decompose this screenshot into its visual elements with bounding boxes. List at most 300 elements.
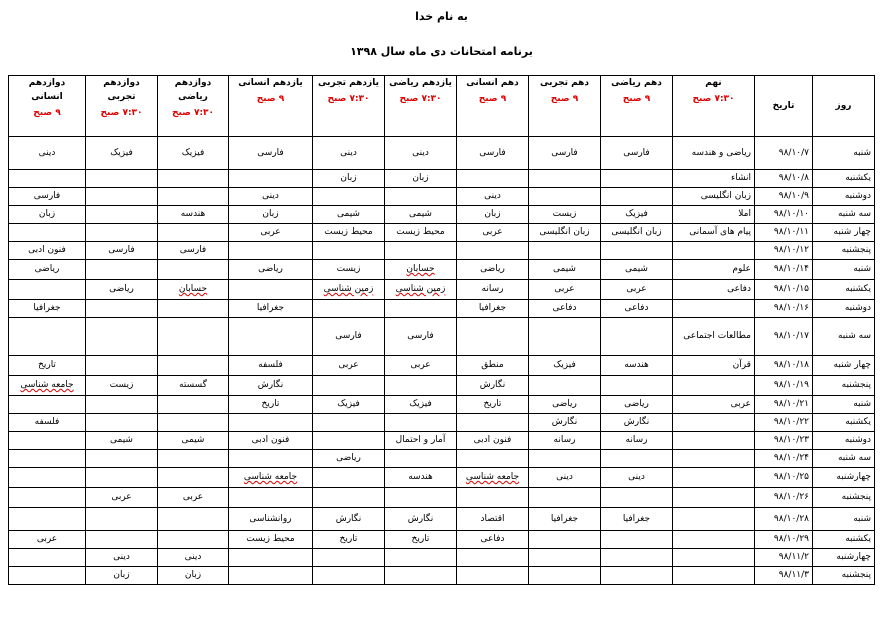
day-cell: چهار شنبه <box>813 356 875 376</box>
date-cell: ۹۸/۱۰/۲۴ <box>755 450 813 468</box>
subject-cell <box>9 567 86 585</box>
date-cell: ۹۸/۱۰/۲۲ <box>755 414 813 432</box>
exam-time: ۷:۳۰ صبح <box>171 108 215 118</box>
table-row <box>9 242 875 260</box>
date-cell: ۹۸/۱۰/۲۸ <box>755 508 813 531</box>
subject-cell <box>673 450 755 468</box>
date-cell: ۹۸/۱۱/۲ <box>755 549 813 567</box>
date-cell: ۹۸/۱۰/۸ <box>755 170 813 188</box>
subject-cell <box>86 318 158 356</box>
subject-cell: شیمی <box>601 260 673 280</box>
subject-cell: جغرافیا <box>601 508 673 531</box>
subject-cell: روانشناسی <box>229 508 313 531</box>
subject-cell <box>229 170 313 188</box>
subject-cell: نگارش <box>385 508 457 531</box>
subject-cell <box>385 376 457 396</box>
subject-cell: دینی <box>9 137 86 170</box>
column-name: دهم تجربی <box>540 78 589 88</box>
subject-cell <box>86 188 158 206</box>
subject-cell <box>158 414 229 432</box>
exam-time: ۷:۳۰ صبح <box>399 94 442 104</box>
column-name: تاریخ <box>772 101 795 111</box>
subject-cell <box>529 376 601 396</box>
subject-cell <box>529 567 601 585</box>
column-name: دهم ریاضی <box>611 78 662 88</box>
subject-cell: زبان انگلیسی <box>529 224 601 242</box>
subject-cell <box>9 468 86 488</box>
day-cell: سه شنبه <box>813 318 875 356</box>
subject-cell: زبان <box>158 567 229 585</box>
subject-cell <box>158 531 229 549</box>
column-name: دوازدهم انسانی <box>28 78 66 102</box>
date-cell: ۹۸/۱۱/۳ <box>755 567 813 585</box>
subject-cell: ریاضی <box>313 450 385 468</box>
date-cell: ۹۸/۱۰/۷ <box>755 137 813 170</box>
subject-cell <box>529 549 601 567</box>
subject-cell <box>385 300 457 318</box>
date-cell: ۹۸/۱۰/۱۸ <box>755 356 813 376</box>
subject-cell <box>673 432 755 450</box>
subject-cell <box>601 531 673 549</box>
subject-cell <box>529 170 601 188</box>
subject-cell: حسابان <box>385 260 457 280</box>
subject-cell <box>457 170 529 188</box>
column-header <box>9 76 86 137</box>
subject-cell: نگارش <box>457 376 529 396</box>
subject-cell <box>457 242 529 260</box>
subject-cell <box>529 318 601 356</box>
subject-cell: جغرافیا <box>457 300 529 318</box>
subject-cell: عربی <box>313 356 385 376</box>
exam-time: ۹ صبح <box>256 94 285 104</box>
column-name: روز <box>835 101 852 111</box>
exam-time: ۹ صبح <box>478 94 507 104</box>
day-cell: شنبه <box>813 508 875 531</box>
day-cell: پنجشنبه <box>813 242 875 260</box>
subject-cell: دفاعی <box>457 531 529 549</box>
subject-cell: تاریخ <box>229 396 313 414</box>
column-header <box>86 76 158 137</box>
subject-cell: رسانه <box>457 280 529 300</box>
column-header <box>229 76 313 137</box>
subject-cell: فلسفه <box>229 356 313 376</box>
subject-cell: پیام های آسمانی <box>673 224 755 242</box>
subject-cell <box>86 300 158 318</box>
table-row <box>9 468 875 488</box>
subject-cell <box>673 488 755 508</box>
day-cell: یکشنبه <box>813 170 875 188</box>
table-row <box>9 137 875 170</box>
day-cell: سه شنبه <box>813 450 875 468</box>
subject-cell: شیمی <box>86 432 158 450</box>
subject-cell: دفاعی <box>529 300 601 318</box>
subject-cell: عربی <box>673 396 755 414</box>
subject-cell: علوم <box>673 260 755 280</box>
subject-cell <box>158 468 229 488</box>
day-cell: پنجشنبه <box>813 488 875 508</box>
subject-cell: دینی <box>529 468 601 488</box>
subject-cell <box>313 242 385 260</box>
subject-cell: شیمی <box>313 206 385 224</box>
subject-cell <box>158 356 229 376</box>
subject-cell: ریاضی <box>86 280 158 300</box>
table-row <box>9 414 875 432</box>
date-cell: ۹۸/۱۰/۲۵ <box>755 468 813 488</box>
subject-cell <box>601 188 673 206</box>
subject-cell: تاریخ <box>9 356 86 376</box>
subject-cell <box>673 531 755 549</box>
date-cell: ۹۸/۱۰/۹ <box>755 188 813 206</box>
subject-cell: دینی <box>385 137 457 170</box>
subject-cell: فیزیک <box>313 396 385 414</box>
subject-cell <box>457 488 529 508</box>
subject-cell <box>229 567 313 585</box>
subject-cell <box>158 260 229 280</box>
subject-cell <box>86 531 158 549</box>
subject-cell <box>229 450 313 468</box>
subject-cell <box>601 318 673 356</box>
subject-cell <box>86 396 158 414</box>
subject-cell: ریاضی <box>601 396 673 414</box>
subject-cell: دینی <box>313 137 385 170</box>
subject-cell: ریاضی <box>457 260 529 280</box>
table-row <box>9 396 875 414</box>
subject-cell: جامعه شناسی <box>229 468 313 488</box>
subject-cell: فارسی <box>229 137 313 170</box>
subject-cell <box>673 567 755 585</box>
subject-cell: جامعه شناسی <box>9 376 86 396</box>
table-row <box>9 567 875 585</box>
subject-cell: منطق <box>457 356 529 376</box>
subject-cell: ریاضی <box>529 396 601 414</box>
subject-cell <box>9 488 86 508</box>
date-cell: ۹۸/۱۰/۱۰ <box>755 206 813 224</box>
subject-cell <box>673 300 755 318</box>
subject-cell <box>385 188 457 206</box>
column-header <box>601 76 673 137</box>
subject-cell: زبان <box>229 206 313 224</box>
subject-cell <box>457 414 529 432</box>
subject-cell <box>457 567 529 585</box>
column-name: نهم <box>705 78 722 88</box>
subject-cell <box>9 318 86 356</box>
date-cell: ۹۸/۱۰/۱۵ <box>755 280 813 300</box>
subject-cell: فارسی <box>158 242 229 260</box>
day-cell: پنجشنبه <box>813 567 875 585</box>
subject-cell: جامعه شناسی <box>457 468 529 488</box>
subject-cell <box>313 376 385 396</box>
subject-cell: عربی <box>529 280 601 300</box>
subject-cell: گسسته <box>158 376 229 396</box>
subject-cell <box>601 549 673 567</box>
subject-cell: زبان <box>86 567 158 585</box>
exam-time: ۷:۳۰ صبح <box>327 94 370 104</box>
subject-cell: فارسی <box>601 137 673 170</box>
day-cell: پنجشنبه <box>813 376 875 396</box>
subject-cell: زبان <box>385 170 457 188</box>
subject-cell: فنون ادبی <box>457 432 529 450</box>
subject-cell: زمین شناسی <box>313 280 385 300</box>
subject-cell: ریاضی <box>9 260 86 280</box>
subject-cell <box>385 450 457 468</box>
subject-cell <box>86 414 158 432</box>
subject-cell <box>158 450 229 468</box>
table-row <box>9 508 875 531</box>
subject-cell: عربی <box>601 280 673 300</box>
date-cell: ۹۸/۱۰/۱۹ <box>755 376 813 396</box>
subject-cell <box>9 432 86 450</box>
subject-cell: محیط زیست <box>385 224 457 242</box>
subject-cell <box>158 396 229 414</box>
subject-cell: جغرافیا <box>529 508 601 531</box>
table-row <box>9 280 875 300</box>
subject-cell: جغرافیا <box>9 300 86 318</box>
subject-cell <box>673 414 755 432</box>
subject-cell <box>86 206 158 224</box>
subject-cell <box>529 188 601 206</box>
subject-cell: زمین شناسی <box>385 280 457 300</box>
subject-cell: محیط زیست <box>229 531 313 549</box>
subject-cell: شیمی <box>385 206 457 224</box>
subject-cell: فارسی <box>86 242 158 260</box>
date-cell: ۹۸/۱۰/۱۱ <box>755 224 813 242</box>
subject-cell <box>229 242 313 260</box>
subject-cell <box>9 224 86 242</box>
subject-cell: زیست <box>313 260 385 280</box>
subject-cell: عربی <box>9 531 86 549</box>
column-name: یازدهم ریاضی <box>389 78 452 88</box>
subject-cell <box>529 450 601 468</box>
day-cell: چهارشنبه <box>813 549 875 567</box>
column-name: یازدهم تجربی <box>318 78 379 88</box>
subject-cell: فلسفه <box>9 414 86 432</box>
subject-cell: هندسه <box>158 206 229 224</box>
exam-time: ۹ صبح <box>622 94 651 104</box>
subject-cell <box>385 567 457 585</box>
subject-cell <box>313 188 385 206</box>
subject-cell <box>86 356 158 376</box>
table-row <box>9 318 875 356</box>
column-name: دوازدهم تجربی <box>103 78 140 102</box>
subject-cell <box>457 450 529 468</box>
subject-cell <box>86 450 158 468</box>
subject-cell <box>229 280 313 300</box>
subject-cell: نگارش <box>601 414 673 432</box>
subject-cell: زبان <box>457 206 529 224</box>
subject-cell <box>313 488 385 508</box>
date-cell: ۹۸/۱۰/۲۶ <box>755 488 813 508</box>
subject-cell <box>9 396 86 414</box>
column-header <box>529 76 601 137</box>
table-row <box>9 300 875 318</box>
day-cell: دوشنبه <box>813 300 875 318</box>
subject-cell <box>9 450 86 468</box>
exam-time: ۷:۳۰ صبح <box>692 94 735 104</box>
subject-cell: اقتصاد <box>457 508 529 531</box>
day-cell: دوشنبه <box>813 432 875 450</box>
subject-cell: رسانه <box>601 432 673 450</box>
subject-cell <box>601 450 673 468</box>
subject-cell <box>673 242 755 260</box>
subject-cell: زبان <box>313 170 385 188</box>
subject-cell <box>313 549 385 567</box>
subject-cell <box>229 488 313 508</box>
subject-cell <box>9 170 86 188</box>
subject-cell <box>158 300 229 318</box>
subject-cell <box>313 414 385 432</box>
subject-cell: فارسی <box>529 137 601 170</box>
subject-cell: عربی <box>385 356 457 376</box>
subject-cell <box>86 260 158 280</box>
column-header <box>385 76 457 137</box>
subject-cell: شیمی <box>529 260 601 280</box>
column-header <box>457 76 529 137</box>
subject-cell: عربی <box>229 224 313 242</box>
date-cell: ۹۸/۱۰/۱۲ <box>755 242 813 260</box>
page-title: برنامه امتحانات دی ماه سال ۱۳۹۸ <box>350 45 533 58</box>
subject-cell: زبان انگلیسی <box>601 224 673 242</box>
date-cell: ۹۸/۱۰/۲۳ <box>755 432 813 450</box>
subject-cell <box>385 549 457 567</box>
date-cell: ۹۸/۱۰/۱۷ <box>755 318 813 356</box>
subject-cell: فارسی <box>313 318 385 356</box>
subject-cell <box>673 549 755 567</box>
column-name: دهم انسانی <box>466 78 519 88</box>
subject-cell: املا <box>673 206 755 224</box>
subject-cell <box>673 508 755 531</box>
date-cell: ۹۸/۱۰/۱۴ <box>755 260 813 280</box>
subject-cell: عربی <box>158 488 229 508</box>
exam-time: ۷:۳۰ صبح <box>100 108 143 118</box>
subject-cell <box>313 432 385 450</box>
column-name: دوازدهم ریاضی <box>174 78 212 102</box>
subject-cell <box>457 318 529 356</box>
subject-cell: آمار و احتمال <box>385 432 457 450</box>
day-cell: یکشنبه <box>813 531 875 549</box>
table-row <box>9 188 875 206</box>
subject-cell <box>457 549 529 567</box>
subject-cell: فارسی <box>9 188 86 206</box>
subject-cell: رسانه <box>529 432 601 450</box>
column-header <box>755 76 813 137</box>
subject-cell: محیط زیست <box>313 224 385 242</box>
subject-cell: تاریخ <box>385 531 457 549</box>
subject-cell: زبان <box>9 206 86 224</box>
day-cell: شنبه <box>813 260 875 280</box>
column-name: یازدهم انسانی <box>238 78 303 88</box>
day-cell: دوشنبه <box>813 188 875 206</box>
subject-cell: نگارش <box>529 414 601 432</box>
table-row <box>9 531 875 549</box>
table-row <box>9 549 875 567</box>
subject-cell: فیزیک <box>158 137 229 170</box>
day-cell: یکشنبه <box>813 280 875 300</box>
subject-cell <box>385 488 457 508</box>
subject-cell: دینی <box>601 468 673 488</box>
subject-cell: فیزیک <box>86 137 158 170</box>
subject-cell: تاریخ <box>457 396 529 414</box>
subject-cell: زیست <box>86 376 158 396</box>
subject-cell <box>601 488 673 508</box>
subject-cell <box>86 170 158 188</box>
subject-cell: دینی <box>457 188 529 206</box>
table-row <box>9 260 875 280</box>
subject-cell <box>86 468 158 488</box>
subject-cell <box>601 567 673 585</box>
column-header <box>158 76 229 137</box>
subject-cell <box>313 468 385 488</box>
subject-cell: زبان انگلیسی <box>673 188 755 206</box>
subject-cell <box>86 508 158 531</box>
subject-cell: قرآن <box>673 356 755 376</box>
subject-cell <box>158 224 229 242</box>
subject-cell <box>158 170 229 188</box>
subject-cell <box>385 414 457 432</box>
subject-cell: نگارش <box>229 376 313 396</box>
subject-cell <box>9 508 86 531</box>
subject-cell: حسابان <box>158 280 229 300</box>
subject-cell <box>229 549 313 567</box>
exam-schedule-table <box>8 75 875 585</box>
subject-cell: ریاضی و هندسه <box>673 137 755 170</box>
day-cell: یکشنبه <box>813 414 875 432</box>
subject-cell: فارسی <box>457 137 529 170</box>
exam-time: ۹ صبح <box>550 94 579 104</box>
date-cell: ۹۸/۱۰/۲۹ <box>755 531 813 549</box>
subject-cell <box>158 318 229 356</box>
subject-cell <box>229 414 313 432</box>
column-header <box>313 76 385 137</box>
subject-cell: دینی <box>158 549 229 567</box>
table-row <box>9 206 875 224</box>
subject-cell: دینی <box>229 188 313 206</box>
header-row <box>9 76 875 137</box>
day-cell: شنبه <box>813 137 875 170</box>
subject-cell <box>158 188 229 206</box>
subject-cell: فارسی <box>385 318 457 356</box>
table-row <box>9 450 875 468</box>
column-header <box>813 76 875 137</box>
subject-cell: تاریخ <box>313 531 385 549</box>
table-row <box>9 432 875 450</box>
subject-cell: دفاعی <box>673 280 755 300</box>
date-cell: ۹۸/۱۰/۱۶ <box>755 300 813 318</box>
subject-cell: دینی <box>86 549 158 567</box>
subject-cell: زیست <box>529 206 601 224</box>
subject-cell <box>229 318 313 356</box>
subject-cell <box>385 242 457 260</box>
table-row <box>9 488 875 508</box>
subject-cell <box>313 567 385 585</box>
subject-cell: ریاضی <box>229 260 313 280</box>
subject-cell: فیزیک <box>601 206 673 224</box>
subject-cell: انشاء <box>673 170 755 188</box>
subject-cell <box>158 508 229 531</box>
exam-time: ۹ صبح <box>33 108 61 118</box>
date-cell: ۹۸/۱۰/۲۱ <box>755 396 813 414</box>
subject-cell <box>601 170 673 188</box>
subject-cell <box>673 468 755 488</box>
subject-cell <box>9 280 86 300</box>
subject-cell: دفاعی <box>601 300 673 318</box>
subject-cell: نگارش <box>313 508 385 531</box>
subject-cell <box>673 376 755 396</box>
subject-cell: هندسه <box>385 468 457 488</box>
subject-cell <box>86 224 158 242</box>
day-cell: شنبه <box>813 396 875 414</box>
subject-cell: عربی <box>86 488 158 508</box>
subject-cell: هندسه <box>601 356 673 376</box>
